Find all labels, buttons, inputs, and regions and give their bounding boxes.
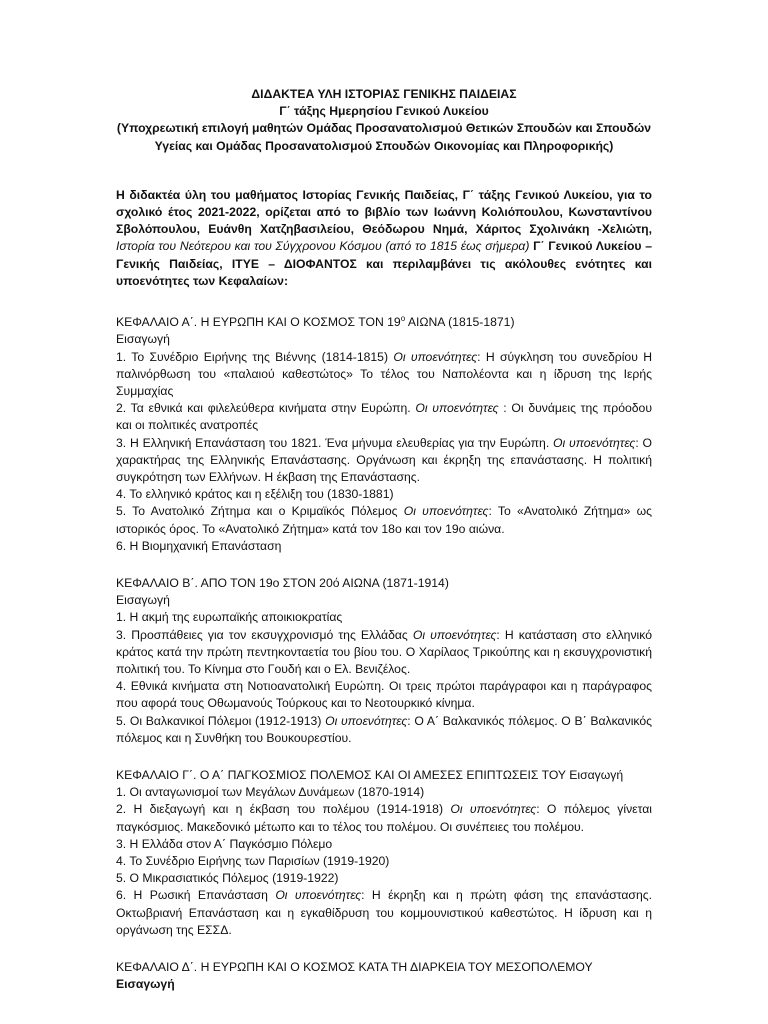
chapter-item-subsections: : Ο πόλεμος γίνεται παγκόσμιος. Μακεδονικό μέτωπο και το τέλος του πολέμου. Οι συνέπειες του πολέμου.: [116, 802, 653, 834]
chapter-item-title: 1. Οι ανταγωνισμοί των Μεγάλων Δυνάμεων (1870-1914): [116, 785, 425, 800]
intro-part-1: Η διδακτέα ύλη του μαθήματος Ιστορίας Γενικής Παιδείας, Γ΄ τάξης Γενικού Λυκείου, για το σχολικό έτος 2021-2022, ορίζεται από το βιβλίο των Ιωάννη Κολιόπουλου, Κωνσταντίνου Σβολόπουλου, Ευάνθη Χατζηβασιλείου, Θεόδωρου Νημά, Χάριτος Σχολινάκη -Χελιώτη,: [116, 187, 652, 237]
chapter-item-title: 2. Η διεξαγωγή και η έκβαση του πολέμου (1914-1918): [116, 802, 451, 817]
chapter-item-title: 6. Η Ρωσική Επανάσταση: [116, 888, 276, 903]
chapter-title-text: ΚΕΦΑΛΑΙΟ Γ΄. Ο Α΄ ΠΑΓΚΟΣΜΙΟΣ ΠΟΛΕΜΟΣ ΚΑΙ ΟΙ ΑΜΕΣΕΣ ΕΠΙΠΤΩΣΕΙΣ ΤΟΥ Εισαγωγή: [116, 767, 624, 782]
chapter-title: [116, 310, 652, 331]
chapter-title-superscript: ο: [400, 314, 406, 324]
chapter-item-subsections: : Ο χαρακτήρας της Ελληνικής Επανάστασης. Οργάνωση και έκρηξη της επανάστασης. Η πολιτική συγκρότηση των Ελλήνων. Η έκβαση της Επανάστασης.: [116, 435, 653, 484]
chapter-title-text: ΚΕΦΑΛΑΙΟ Α΄. Η ΕΥΡΩΠΗ ΚΑΙ Ο ΚΟΣΜΟΣ ΤΟΝ 19: [116, 315, 401, 330]
chapter-section: [116, 310, 652, 555]
document-subtitle: Γ΄ τάξης Ημερησίου Γενικού Λυκείου: [279, 104, 489, 119]
chapter-section: [116, 575, 652, 747]
chapter-title-rest: ΑΙΩΝΑ (1815-1871): [405, 315, 515, 330]
chapter-item-subsections: : Η κατάσταση στο ελληνικό κράτος κατά την πρώτη πεντηκονταετία του βίου του. Ο Χαρίλαος Τρικούπης και η εκσυγχρονιστική πολιτική του. Το Κίνημα στο Γουδή και ο Ελ. Βενιζέλος.: [116, 627, 652, 676]
document-note-line-1: (Υποχρεωτική επιλογή μαθητών Ομάδας Προσανατολισμού Θετικών Σπουδών και Σπουδών: [116, 121, 652, 136]
chapter-item-title: 5. Οι Βαλκανικοί Πόλεμοι (1912-1913): [116, 713, 326, 728]
chapter-item: [116, 400, 652, 434]
chapter-item-subsections: : Η έκρηξη και η πρώτη φάση της επανάστασης. Οκτωβριανή Επανάσταση και η εγκαθίδρυση του κομμουνιστικού καθεστώτος. Η ίδρυση και η οργάνωση της ΕΣΣΔ.: [116, 888, 652, 937]
chapter-item: [116, 853, 652, 870]
chapter-intro-label: Εισαγωγή: [116, 332, 170, 347]
chapter-item: [116, 836, 652, 853]
intro-book-title: Ιστορία του Νεότερου και του Σύγχρονου Κόσμου (από το 1815 έως σήμερα): [116, 239, 530, 254]
chapter-item-subsections-label: Οι υποενότητες: [275, 888, 362, 903]
chapter-item-subsections: : Ο Α΄ Βαλκανικός πόλεμος. Ο Β΄ Βαλκανικός πόλεμος και η Συνθήκη του Βουκουρεστίου.: [116, 713, 653, 745]
chapter-section: [116, 959, 652, 993]
chapter-intro-label: Εισαγωγή: [116, 977, 175, 992]
chapter-item-title: 3. Η Ελληνική Επανάσταση του 1821. Ένα μήνυμα ελευθερίας για την Ευρώπη.: [116, 435, 554, 450]
chapter-title: [116, 959, 652, 976]
chapter-item: [116, 678, 652, 712]
intro-paragraph: [116, 187, 652, 290]
chapter-title-text: ΚΕΦΑΛΑΙΟ Β΄. ΑΠΟ ΤΟΝ 19ο ΣΤΟΝ 20ό ΑΙΩΝΑ (1871-1914): [116, 575, 449, 590]
chapter-item: [116, 435, 652, 487]
chapter-item-subsections-label: Οι υποενότητες: [450, 802, 537, 817]
chapter-item: [116, 349, 652, 401]
chapter-item: [116, 503, 652, 537]
document-title: ΔΙΔΑΚΤΕΑ ΥΛΗ ΙΣΤΟΡΙΑΣ ΓΕΝΙΚΗΣ ΠΑΙΔΕΙΑΣ: [251, 87, 517, 101]
chapter-item-title: 5. Το Ανατολικό Ζήτημα και ο Κριμαϊκός Πόλεμος: [116, 504, 404, 519]
chapter-item-subsections-label: Οι υποενότητες: [415, 401, 499, 416]
chapter-item: [116, 801, 652, 835]
chapter-item-subsections-label: Οι υποενότητες: [553, 435, 636, 450]
chapter-item: [116, 887, 652, 939]
chapter-item-title: 1. Η ακμή της ευρωπαϊκής αποικιοκρατίας: [116, 610, 343, 625]
chapter-item-title: 6. Η Βιομηχανική Επανάσταση: [116, 538, 282, 553]
chapter-item: [116, 870, 652, 887]
chapter-item-title: 3. Η Ελλάδα στον Α΄ Παγκόσμιο Πόλεμο: [116, 836, 333, 851]
chapter-section: [116, 767, 652, 939]
chapter-item-subsections: : Η σύγκληση του συνεδρίου Η παλινόρθωση του «παλαιού καθεστώτος» Το τέλος του Ναπολέοντα και η ίδρυση της Ιερής Συμμαχίας: [116, 349, 652, 398]
chapter-intro-label: Εισαγωγή: [116, 593, 170, 608]
chapter-item-subsections-label: Οι υποενότητες: [403, 504, 489, 519]
chapter-item-title: 4. Εθνικά κινήματα στη Νοτιοανατολική Ευρώπη. Οι τρεις πρώτοι παράγραφοι και η παράγραφος που αφορά τους Οθωμανούς Τούρκους και το Νεοτουρκικό κίνημα.: [116, 679, 652, 711]
chapters-list: [116, 310, 652, 993]
chapter-title: [116, 767, 652, 784]
chapter-item-title: 4. Το Συνέδριο Ειρήνης των Παρισίων (1919-1920): [116, 853, 390, 868]
chapter-item-title: 1. Το Συνέδριο Ειρήνης της Βιέννης (1814-1815): [116, 349, 394, 364]
chapter-item-title: 5. Ο Μικρασιατικός Πόλεμος (1919-1922): [116, 871, 339, 886]
chapter-item-title: 2. Τα εθνικά και φιλελεύθερα κινήματα στην Ευρώπη.: [116, 401, 416, 416]
chapter-title-text: ΚΕΦΑΛΑΙΟ Δ΄. Η ΕΥΡΩΠΗ ΚΑΙ Ο ΚΟΣΜΟΣ ΚΑΤΑ ΤΗ ΔΙΑΡΚΕΙΑ ΤΟΥ ΜΕΣΟΠΟΛΕΜΟΥ: [116, 960, 593, 974]
chapter-item-subsections: : Οι δυνάμεις της πρόοδου και οι πολιτικές ανατροπές: [116, 401, 652, 433]
chapter-item-subsections-label: Οι υποενότητες: [325, 713, 408, 728]
chapter-item-title: 4. Το ελληνικό κράτος και η εξέλιξη του (1830-1881): [116, 487, 394, 502]
chapter-item: [116, 713, 652, 747]
document-header: [116, 86, 652, 155]
intro-part-2: Γ΄ Γενικού Λυκείου – Γενικής Παιδείας, ΙΤΥΕ – ΔΙΟΦΑΝΤΟΣ και περιλαμβάνει τις ακόλουθες ενότητες και υποενότητες των Κεφαλαίων:: [116, 239, 652, 288]
chapter-item-subsections-label: Οι υποενότητες: [412, 627, 497, 642]
chapter-title: [116, 575, 652, 592]
chapter-item-subsections: : Το «Ανατολικό Ζήτημα» ως ιστορικός όρος. Το «Ανατολικό Ζήτημα» κατά τον 18ο και τον 19ο αιώνα.: [116, 504, 652, 536]
chapter-item: [116, 784, 652, 801]
chapter-item-title: 3. Προσπάθειες για τον εκσυγχρονισμό της Ελλάδας: [116, 627, 413, 642]
chapter-item: [116, 609, 652, 626]
document-note-line-2: Υγείας και Ομάδας Προσανατολισμού Σπουδών Οικονομίας και Πληροφορικής): [154, 138, 614, 153]
chapter-item: [116, 486, 652, 503]
chapter-item-subsections-label: Οι υποενότητες: [393, 349, 478, 364]
chapter-item: [116, 627, 652, 679]
chapter-item: [116, 538, 652, 555]
